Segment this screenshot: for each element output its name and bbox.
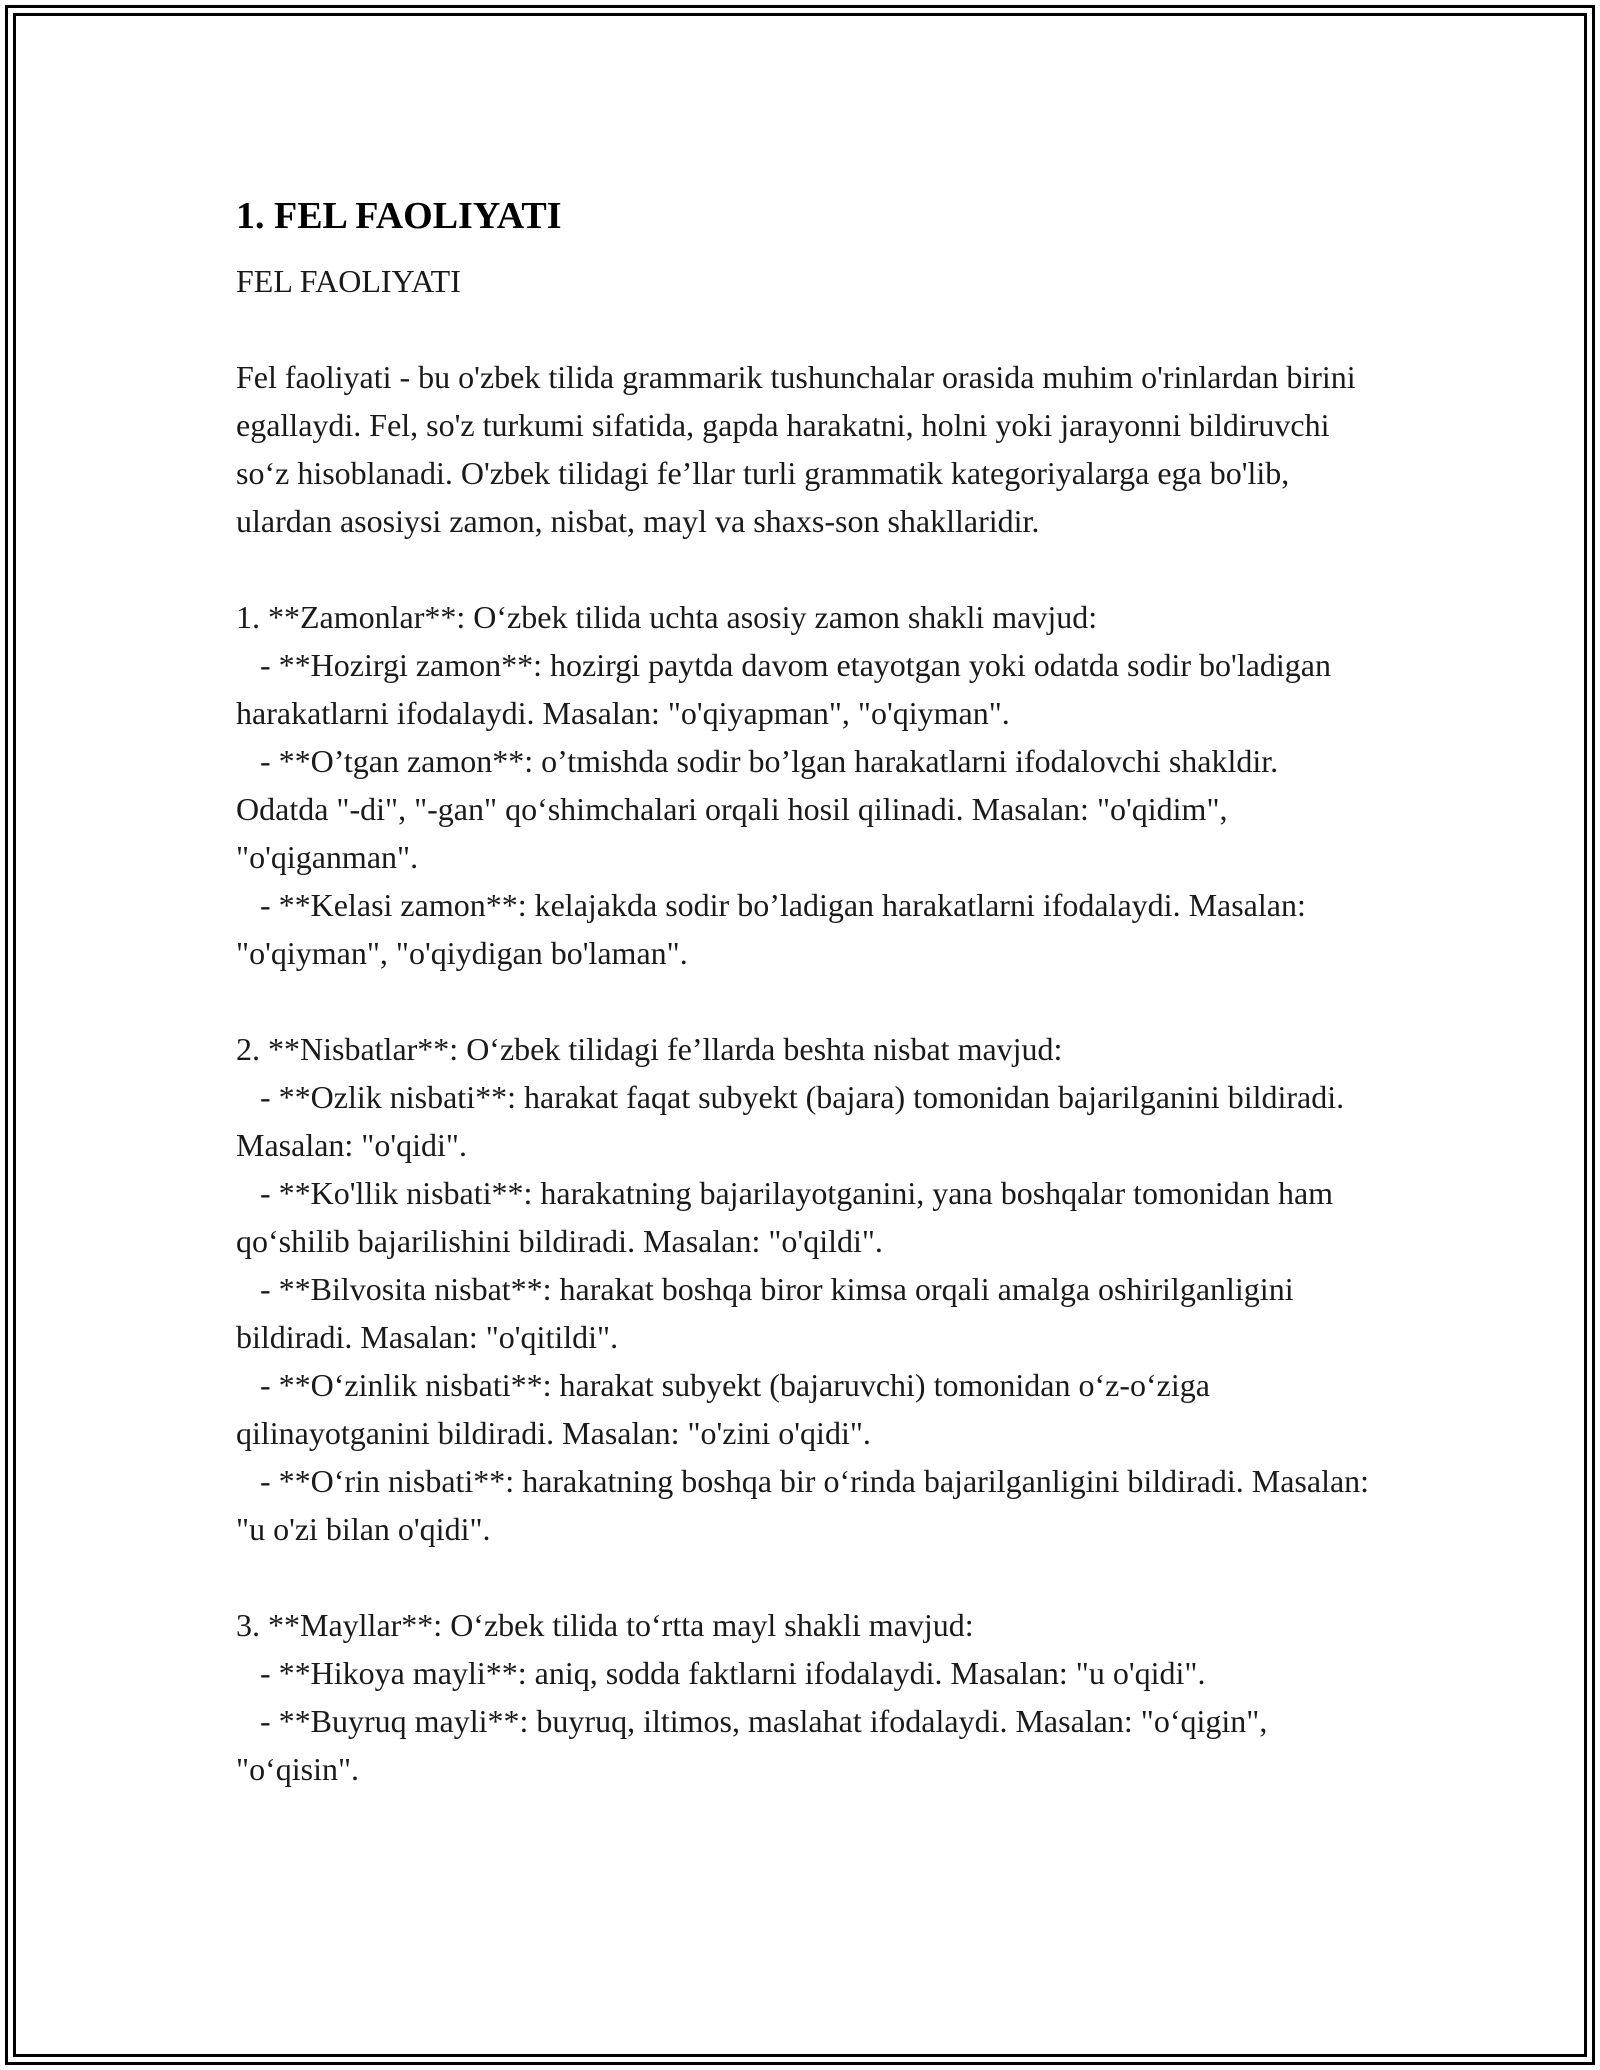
section-mayllar <box>236 1601 1376 1793</box>
list-item-text: - **Ko'llik nisbati**: harakatning bajarilayotganini, yana boshqalar tomonidan ham qo‘shilib bajarilishini bildiradi. Masalan: "o'qildi". <box>236 1175 1334 1259</box>
list-item <box>236 641 1376 737</box>
section-heading: 1. **Zamonlar**: O‘zbek tilida uchta asosiy zamon shakli mavjud: <box>236 599 1098 635</box>
document-title: 1. FEL FAOLIYATI <box>236 195 562 237</box>
list-item-text: - **Hikoya mayli**: aniq, sodda faktlarni ifodalaydi. Masalan: "u o'qidi". <box>260 1655 1206 1691</box>
list-item <box>236 1169 1376 1265</box>
list-item-text: - **Ozlik nisbati**: harakat faqat subyekt (bajara) tomonidan bajarilganini bildiradi. Masalan: "o'qidi". <box>236 1079 1345 1163</box>
document-subtitle: FEL FAOLIYATI <box>236 263 461 299</box>
list-item-text: - **Kelasi zamon**: kelajakda sodir bo’ladigan harakatlarni ifodalaydi. Masalan: "o'qiyman", "o'qiydigan bo'laman". <box>236 887 1306 971</box>
list-item <box>236 1697 1376 1793</box>
page-content <box>236 190 1376 1793</box>
list-item-text: - **O’tgan zamon**: o’tmishda sodir bo’lgan harakatlarni ifodalovchi shakldir. Odatda "-di", "-gan" qo‘shimchalari orqali hosil qilinadi. Masalan: "o'qidim", "o'qiganman". <box>236 743 1279 875</box>
list-item <box>236 737 1376 881</box>
section-zamonlar <box>236 593 1376 977</box>
section-heading: 3. **Mayllar**: O‘zbek tilida to‘rtta mayl shakli mavjud: <box>236 1607 974 1643</box>
list-item-text: - **O‘rin nisbati**: harakatning boshqa bir o‘rinda bajarilganligini bildiradi. Masalan: "u o'zi bilan o'qidi". <box>236 1463 1370 1547</box>
list-item <box>236 1073 1376 1169</box>
list-item <box>236 1457 1376 1553</box>
list-item <box>236 1265 1376 1361</box>
list-item-text: - **O‘zinlik nisbati**: harakat subyekt (bajaruvchi) tomonidan o‘z-o‘ziga qilinayotganini bildiradi. Masalan: "o'zini o'qidi". <box>236 1367 1210 1451</box>
list-item-text: - **Hozirgi zamon**: hozirgi paytda davom etayotgan yoki odatda sodir bo'ladigan harakatlarni ifodalaydi. Masalan: "o'qiyapman", "o'qiyman". <box>236 647 1331 731</box>
list-item-text: - **Bilvosita nisbat**: harakat boshqa biror kimsa orqali amalga oshirilganligini bildiradi. Masalan: "o'qitildi". <box>236 1271 1294 1355</box>
intro-paragraph: Fel faoliyati - bu o'zbek tilida grammarik tushunchalar orasida muhim o'rinlardan birini egallaydi. Fel, so'z turkumi sifatida, gapda harakatni, holni yoki jarayonni bildiruvchi so‘z hisoblanadi. O'zbek tilidagi fe’llar turli grammatik kategoriyalarga ega bo'lib, ulardan asosiysi zamon, nisbat, mayl va shaxs-son shakllaridir. <box>236 359 1356 539</box>
list-item <box>236 881 1376 977</box>
section-nisbatlar <box>236 1025 1376 1553</box>
section-heading: 2. **Nisbatlar**: O‘zbek tilidagi fe’llarda beshta nisbat mavjud: <box>236 1031 1063 1067</box>
list-item-text: - **Buyruq mayli**: buyruq, iltimos, maslahat ifodalaydi. Masalan: "o‘qigin", "o‘qisin". <box>236 1703 1268 1787</box>
list-item <box>236 1649 1376 1697</box>
list-item <box>236 1361 1376 1457</box>
